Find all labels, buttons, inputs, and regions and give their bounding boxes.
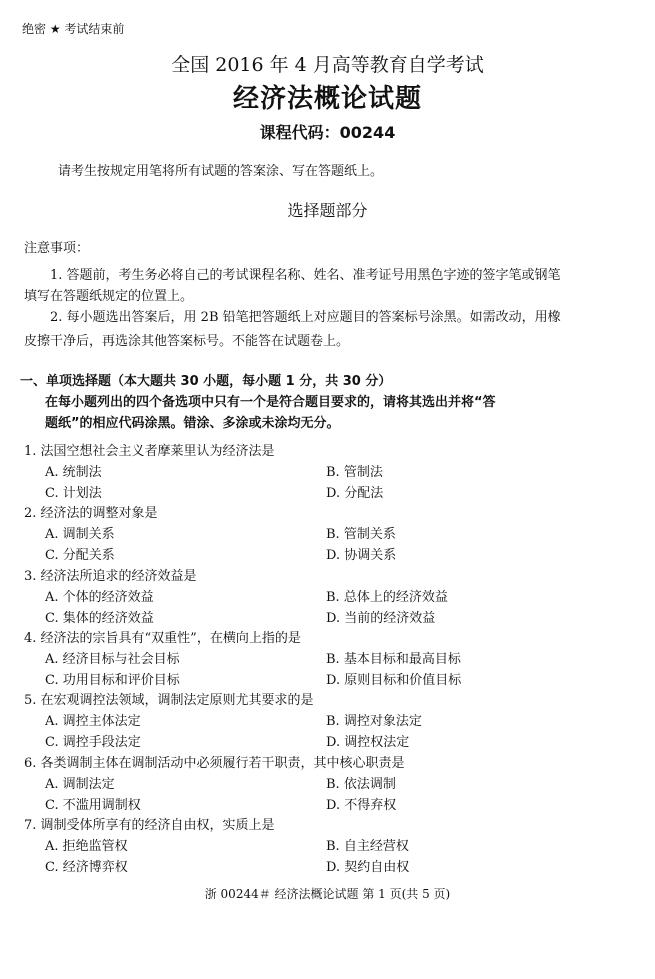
- question-stem: 3. 经济法所追求的经济效益是: [24, 569, 197, 584]
- option-a: A. 个体的经济效益: [45, 590, 154, 605]
- option-c: C. 不滥用调制权: [45, 798, 141, 813]
- question-stem: 2. 经济法的调整对象是: [24, 506, 158, 521]
- option-c: C. 分配关系: [45, 548, 115, 563]
- note-line: 皮擦干净后，再选涂其他答案标号。不能答在试题卷上。: [24, 334, 350, 349]
- option-c: C. 计划法: [45, 486, 102, 501]
- question-stem: 6. 各类调制主体在调制活动中必须履行若干职责，其中核心职责是: [24, 756, 405, 771]
- option-a: A. 统制法: [45, 465, 102, 480]
- option-c: C. 集体的经济效益: [45, 611, 154, 626]
- question-stem: 4. 经济法的宗旨具有“双重性”，在横向上指的是: [24, 631, 301, 646]
- option-a: A. 经济目标与社会目标: [45, 652, 180, 667]
- subject-title: 经济法概论试题: [232, 84, 422, 114]
- option-a: A. 调制关系: [45, 527, 115, 542]
- part-heading: 一、单项选择题（本大题共 30 小题，每小题 1 分，共 30 分）: [20, 374, 392, 389]
- option-c: C. 功用目标和评价目标: [45, 673, 180, 688]
- option-b: B. 依法调制: [326, 777, 396, 792]
- option-a: A. 调控主体法定: [45, 714, 141, 729]
- option-a: A. 拒绝监管权: [45, 839, 128, 854]
- option-d: D. 协调关系: [326, 548, 397, 563]
- option-d: D. 契约自由权: [326, 860, 410, 875]
- note-line: 2. 每小题选出答案后，用 2B 铅笔把答题纸上对应题目的答案标号涂黑。如需改动，用橡: [50, 310, 561, 325]
- option-d: D. 不得弃权: [326, 798, 397, 813]
- option-d: D. 当前的经济效益: [326, 611, 436, 626]
- option-b: B. 管制法: [326, 465, 383, 480]
- question-stem: 5. 在宏观调控法领域，调制法定原则尤其要求的是: [24, 693, 314, 708]
- option-c: C. 调控手段法定: [45, 735, 141, 750]
- option-b: B. 调控对象法定: [326, 714, 422, 729]
- option-b: B. 管制关系: [326, 527, 396, 542]
- confidential-label: 绝密 ★ 考试结束前: [22, 22, 125, 36]
- answer-instruction: 请考生按规定用笔将所有试题的答案涂、写在答题纸上。: [58, 164, 384, 179]
- option-b: B. 总体上的经济效益: [326, 590, 448, 605]
- option-b: B. 基本目标和最高目标: [326, 652, 461, 667]
- option-c: C. 经济博弈权: [45, 860, 128, 875]
- note-line: 1. 答题前，考生务必将自己的考试课程名称、姓名、准考证号用黑色字迹的签字笔或钢笔: [50, 268, 561, 283]
- question-stem: 1. 法国空想社会主义者摩莱里认为经济法是: [24, 444, 275, 459]
- option-d: D. 原则目标和价值目标: [326, 673, 462, 688]
- question-stem: 7. 调制受体所享有的经济自由权，实质上是: [24, 818, 275, 833]
- part-description-line: 在每小题列出的四个备选项中只有一个是符合题目要求的，请将其选出并将“答: [45, 395, 496, 410]
- option-d: D. 调控权法定: [326, 735, 410, 750]
- section-title: 选择题部分: [287, 201, 368, 220]
- note-line: 填写在答题纸规定的位置上。: [24, 289, 194, 304]
- course-code: 课程代码：00244: [259, 123, 396, 142]
- notes-heading: 注意事项：: [24, 241, 90, 256]
- option-a: A. 调制法定: [45, 777, 115, 792]
- option-b: B. 自主经营权: [326, 839, 409, 854]
- part-description-line: 题纸”的相应代码涂黑。错涂、多涂或未涂均无分。: [45, 416, 340, 431]
- page-footer: 浙 00244＃ 经济法概论试题 第 1 页(共 5 页): [204, 887, 451, 901]
- exam-title: 全国 2016 年 4 月高等教育自学考试: [171, 54, 484, 76]
- option-d: D. 分配法: [326, 486, 384, 501]
